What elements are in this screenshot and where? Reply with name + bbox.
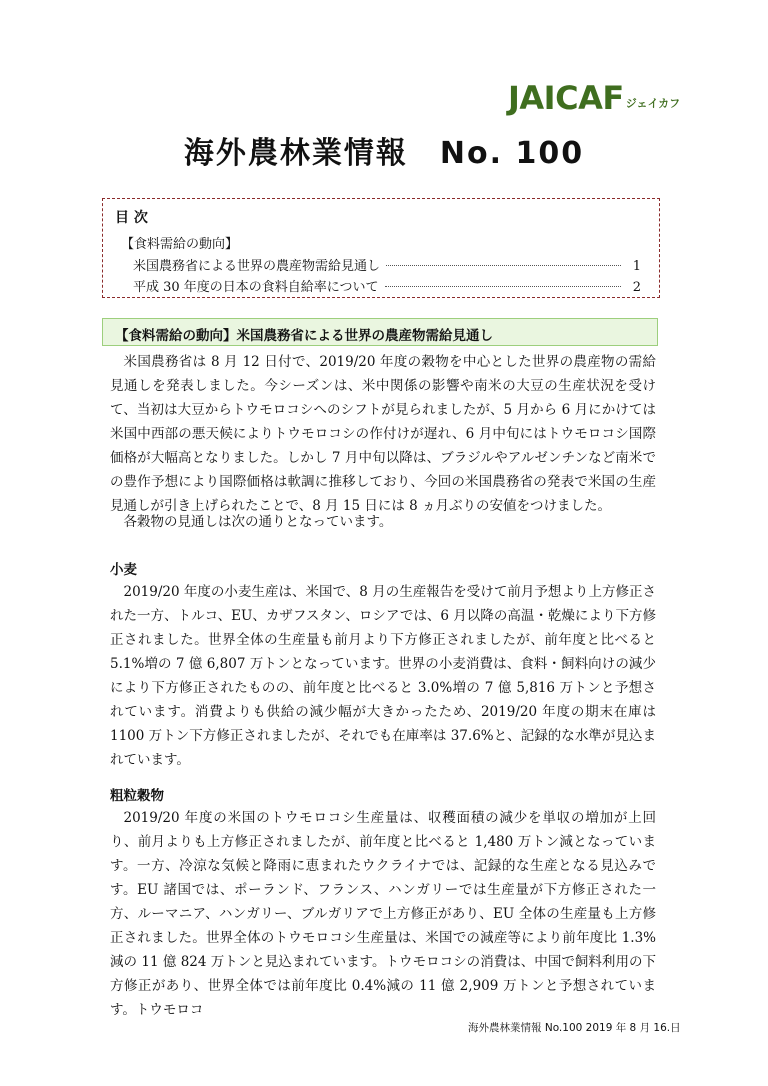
toc-item-title: 米国農務省による世界の農産物需給見通し	[133, 259, 381, 274]
page-title	[0, 128, 768, 172]
toc-item[interactable]	[133, 276, 641, 295]
table-of-contents	[102, 198, 660, 298]
title-main: 海外農林業情報	[183, 136, 408, 171]
toc-leader-dots	[385, 286, 621, 287]
logo-sub-text: ジェイカフ	[625, 97, 681, 110]
intro-summary: 各穀物の見通しは次の通りとなっています。	[123, 514, 393, 530]
wheat-paragraph: 2019/20 年度の小麦生産は、米国で、8 月の生産報告を受けて前月予想より上方修正された一方、トルコ、EU、カザフスタン、ロシアでは、6 月以降の高温・乾燥により下方修正されました。世界全体の生産量も前月より下方修正されましたが、前年度と比べると 5.1%増の 7 億 6,807 万トンとなっています。世界の小麦消費は、食料・飼料向けの減少により下方修正されたものの、前年度と比べると 3.0%増の 7 億 5,816 万トンと予想されています。消費よりも供給の減少幅が大きかったため、2019/20 年度の期末在庫は 1100 万トン下方修正されましたが、それでも在庫率は 37.6%と、記録的な水準が見込まれています。	[110, 584, 656, 768]
toc-item-page: 1	[632, 259, 641, 274]
wheat-heading: 小麦	[110, 562, 137, 578]
toc-item[interactable]	[133, 255, 641, 274]
section-banner-title: 【食料需給の動向】米国農務省による世界の農産物需給見通し	[115, 328, 493, 344]
logo-main-text: JAICAF	[508, 79, 624, 117]
coarse-grains-paragraph: 2019/20 年度の米国のトウモロコシ生産量は、収穫面積の減少を単収の増加が上回り、前月よりも上方修正されましたが、前年度と比べると 1,480 万トン減となっています。一方、冷涼な気候と降雨に恵まれたウクライナでは、記録的な生産となる見込みです。EU 諸国では、ポーランド、フランス、ハンガリーでは生産量が下方修正された一方、ルーマニア、ハンガリー、ブルガリアで上方修正があり、EU 全体の生産量も上方修正されました。世界全体のトウモロコシ生産量は、米国での減産等により前年度比 1.3%減の 11 億 824 万トンと見込まれています。トウモロコシの消費は、中国で飼料利用の下方修正があり、世界全体では前年度比 0.4%減の 11 億 2,909 万トンと予想されています。トウモロコ	[110, 810, 656, 1018]
intro-paragraph: 米国農務省は 8 月 12 日付で、2019/20 年度の穀物を中心とした世界の農産物の需給見通しを発表しました。今シーズンは、米中関係の影響や南米の大豆の生産状況を受けて、当初は大豆からトウモロコシへのシフトが見られましたが、5 月から 6 月にかけては米国中西部の悪天候によりトウモロコシの作付けが遅れ、6 月中旬にはトウモロコシ国際価格が大幅高となりました。しかし 7 月中旬以降は、ブラジルやアルゼンチンなど南米での豊作予想により国際価格は軟調に推移しており、今回の米国農務省の発表で米国の生産見通しが引き上げられたことで、8 月 15 日には 8 ヵ月ぶりの安値をつけました。	[110, 354, 656, 514]
jaicaf-logo	[508, 74, 681, 117]
toc-item-page: 2	[632, 280, 641, 295]
section-banner	[102, 318, 658, 346]
coarse-grains-heading: 粗粒穀物	[110, 788, 164, 804]
issue-number: No. 100	[439, 136, 585, 171]
toc-heading: 目 次	[115, 210, 148, 226]
page-footer: 海外農林業情報 No.100 2019 年 8 月 16.日	[468, 1022, 681, 1034]
toc-category: 【食料需給の動向】	[121, 237, 239, 252]
toc-leader-dots	[386, 265, 621, 266]
toc-item-title: 平成 30 年度の日本の食料自給率について	[133, 280, 379, 295]
